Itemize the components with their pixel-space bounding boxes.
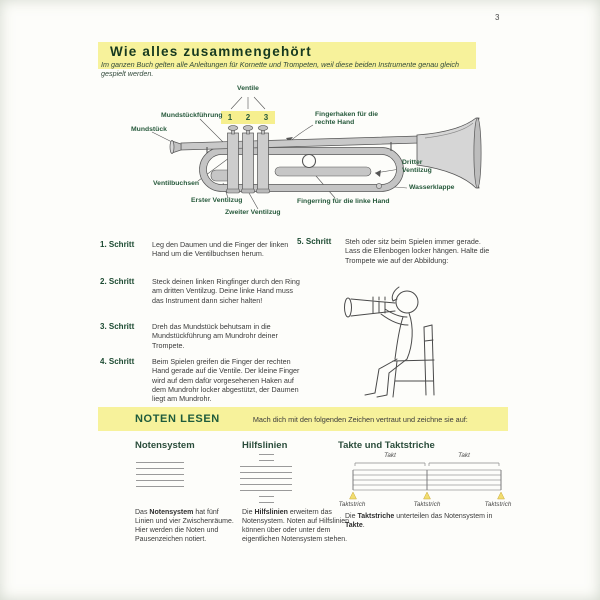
- noten-lesen-band: [98, 407, 508, 431]
- label-zweiter-ventilzug: Zweiter Ventilzug: [225, 209, 281, 216]
- noten-lesen-instruction: Mach dich mit den folgenden Zeichen vertraut und zeichne sie auf:: [252, 414, 468, 424]
- col-hilfslinien-desc: [242, 508, 357, 544]
- step-2-text: Steck deinen linken Ringfinger durch den Ring am dritten Ventilzug. Deine linke Hand muss das Instrument dann sicher halten!: [152, 277, 300, 305]
- label-erster-ventilzug: Erster Ventilzug: [191, 197, 243, 204]
- label-ventile: Ventile: [237, 85, 259, 92]
- valve-number-2: 2: [245, 113, 251, 122]
- desc-text: Das: [135, 509, 150, 516]
- label-wasserklappe: Wasserklappe: [409, 184, 455, 191]
- trumpet-figure: [95, 85, 505, 232]
- step-5-text: Steh oder sitz beim Spielen immer gerade. Lass die Ellenbogen locker hängen. Halte die Trompete wie auf der Abbildung:: [345, 237, 490, 265]
- step-4-label: 4. Schritt: [100, 357, 135, 366]
- step-1-text: Leg den Daumen und die Finger der linken Hand um die Ventilbuchsen herum.: [152, 240, 289, 259]
- valve-number-3: 3: [263, 113, 269, 122]
- desc-text: unterteilen das Notensystem in: [394, 513, 493, 520]
- col-takte-desc: [345, 512, 505, 530]
- step-5-label: 5. Schritt: [297, 237, 332, 246]
- step-4-text: Beim Spielen greifen die Finger der rechten Hand gerade auf die Ventile. Der kleine Finger wird auf dem dafür vorgesehenen Haken auf dem Mundrohr locker abgestützt, der Daumen liegt am Mundrohr.: [152, 357, 300, 404]
- label-mundstueck: Mundstück: [131, 126, 167, 133]
- desc-bold: Hilfslinien: [254, 509, 288, 516]
- valve-number-1: 1: [227, 113, 233, 122]
- desc-text: .: [362, 522, 365, 529]
- takte-diagram: [338, 452, 512, 510]
- label-mundstueckfuehrung: Mundstückführung: [161, 112, 223, 119]
- page-number: 3: [495, 13, 500, 22]
- step-3-text: Dreh das Mundstück behutsam in die Mundstückführung am Mundrohr deiner Trompete.: [152, 322, 278, 350]
- desc-text: erweitern das Notensystem. Noten auf Hilfslinien können über oder unter dem eigentlichen Notensystem stehen.: [242, 509, 349, 543]
- notensystem-staff: [136, 457, 184, 487]
- valve-numbers-highlight: [221, 111, 275, 124]
- hilfslinien-staff: [240, 449, 292, 503]
- col-notensystem-title: Notensystem: [135, 440, 195, 451]
- taktstrich-label-2: Taktstrich: [413, 501, 441, 508]
- step-3-label: 3. Schritt: [100, 322, 135, 331]
- col-hilfslinien-title: Hilfslinien: [242, 440, 288, 451]
- page-subtitle: Im ganzen Buch gelten alle Anleitungen für Kornette und Trompeten, weil diese beiden Instrumente genau gleich gespielt werden.: [101, 60, 460, 78]
- takt-label-2: Takt: [458, 452, 470, 459]
- taktstrich-label-3: Taktstrich: [484, 501, 512, 508]
- label-dritter-ventilzug: Dritter Ventilzug: [402, 159, 432, 174]
- desc-text: hat fünf Linien und vier Zwischenräume. Hier werden die Noten und Pausenzeichen notiert.: [135, 509, 234, 543]
- desc-bold: Taktstriche: [357, 513, 395, 520]
- noten-lesen-title: NOTEN LESEN: [135, 413, 220, 425]
- desc-text: Die: [345, 513, 358, 520]
- col-takte-title: Takte und Taktstriche: [338, 440, 435, 451]
- label-fingerhaken: Fingerhaken für die rechte Hand: [315, 111, 379, 126]
- step-1-label: 1. Schritt: [100, 240, 135, 249]
- takt-label-1: Takt: [384, 452, 396, 459]
- header-band: [98, 42, 476, 78]
- col-notensystem-desc: [135, 508, 235, 544]
- desc-text: Die: [242, 509, 255, 516]
- step-2-label: 2. Schritt: [100, 277, 135, 286]
- taktstrich-label-1: Taktstrich: [338, 501, 366, 508]
- takte-staff-svg: [345, 452, 505, 500]
- label-ventilbuchsen: Ventilbuchsen: [153, 180, 200, 187]
- desc-bold: Notensystem: [149, 509, 194, 516]
- desc-bold: Takte: [345, 522, 363, 529]
- label-fingerring: Fingerring für die linke Hand: [297, 198, 390, 205]
- player-illustration: [335, 283, 475, 410]
- page-title: Wie alles zusammengehört: [110, 44, 312, 59]
